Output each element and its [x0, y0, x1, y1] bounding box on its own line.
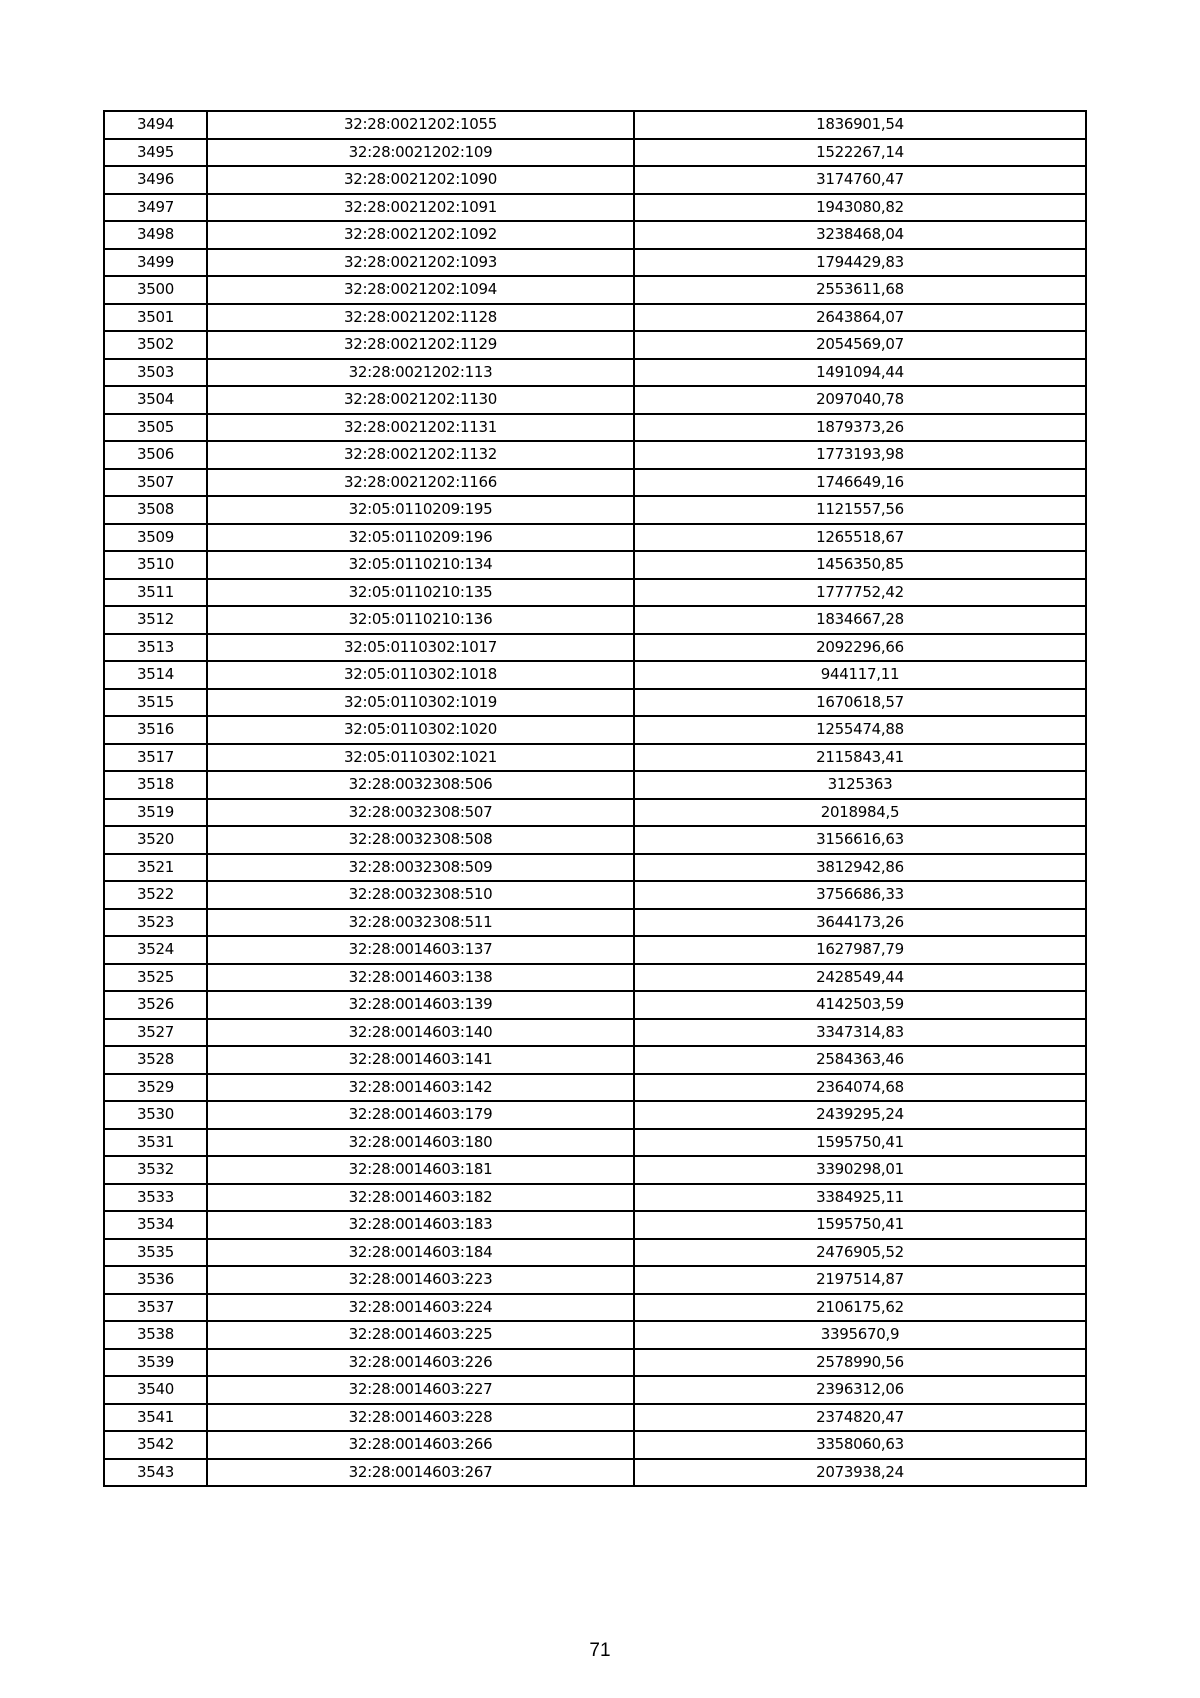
cadastral-value-cell: 2197514,87 [634, 1266, 1086, 1294]
cadastral-value-cell: 3384925,11 [634, 1184, 1086, 1212]
cadastral-value-cell: 2054569,07 [634, 331, 1086, 359]
table-row [104, 1266, 1086, 1294]
table-row [104, 551, 1086, 579]
cadastral-number-cell: 32:28:0014603:227 [207, 1376, 634, 1404]
cadastral-value-cell: 1491094,44 [634, 359, 1086, 387]
row-number-cell: 3531 [104, 1129, 207, 1157]
cadastral-value-cell: 2553611,68 [634, 276, 1086, 304]
cadastral-value-cell: 944117,11 [634, 661, 1086, 689]
table-row [104, 1404, 1086, 1432]
table-row [104, 1349, 1086, 1377]
table-row [104, 634, 1086, 662]
cadastral-number-cell: 32:28:0021202:1131 [207, 414, 634, 442]
cadastral-number-cell: 32:28:0021202:1094 [207, 276, 634, 304]
table-row [104, 881, 1086, 909]
page-number: 71 [589, 1640, 611, 1661]
cadastral-value-cell: 1879373,26 [634, 414, 1086, 442]
row-number-cell: 3511 [104, 579, 207, 607]
cadastral-number-cell: 32:05:0110302:1018 [207, 661, 634, 689]
cadastral-value-cell: 2374820,47 [634, 1404, 1086, 1432]
row-number-cell: 3528 [104, 1046, 207, 1074]
cadastral-value-cell: 1255474,88 [634, 716, 1086, 744]
table-row [104, 524, 1086, 552]
cadastral-number-cell: 32:28:0032308:506 [207, 771, 634, 799]
row-number-cell: 3538 [104, 1321, 207, 1349]
table-row [104, 854, 1086, 882]
row-number-cell: 3497 [104, 194, 207, 222]
cadastral-number-cell: 32:28:0014603:181 [207, 1156, 634, 1184]
row-number-cell: 3500 [104, 276, 207, 304]
row-number-cell: 3537 [104, 1294, 207, 1322]
row-number-cell: 3509 [104, 524, 207, 552]
cadastral-number-cell: 32:28:0021202:1128 [207, 304, 634, 332]
cadastral-value-cell: 1746649,16 [634, 469, 1086, 497]
row-number-cell: 3543 [104, 1459, 207, 1487]
cadastral-number-cell: 32:28:0032308:510 [207, 881, 634, 909]
cadastral-number-cell: 32:28:0014603:139 [207, 991, 634, 1019]
table-row [104, 276, 1086, 304]
cadastral-number-cell: 32:28:0021202:1130 [207, 386, 634, 414]
table-row [104, 139, 1086, 167]
table-row [104, 771, 1086, 799]
row-number-cell: 3512 [104, 606, 207, 634]
row-number-cell: 3517 [104, 744, 207, 772]
row-number-cell: 3535 [104, 1239, 207, 1267]
table-row [104, 386, 1086, 414]
row-number-cell: 3524 [104, 936, 207, 964]
cadastral-number-cell: 32:28:0021202:1166 [207, 469, 634, 497]
cadastral-value-cell: 1456350,85 [634, 551, 1086, 579]
cadastral-value-cell: 1943080,82 [634, 194, 1086, 222]
table-row [104, 1294, 1086, 1322]
cadastral-number-cell: 32:28:0014603:184 [207, 1239, 634, 1267]
row-number-cell: 3536 [104, 1266, 207, 1294]
cadastral-number-cell: 32:28:0014603:137 [207, 936, 634, 964]
table-row [104, 441, 1086, 469]
cadastral-number-cell: 32:05:0110209:196 [207, 524, 634, 552]
cadastral-number-cell: 32:28:0021202:1093 [207, 249, 634, 277]
cadastral-value-cell: 2643864,07 [634, 304, 1086, 332]
cadastral-value-cell: 1627987,79 [634, 936, 1086, 964]
cadastral-number-cell: 32:28:0014603:141 [207, 1046, 634, 1074]
table-row [104, 799, 1086, 827]
row-number-cell: 3496 [104, 166, 207, 194]
cadastral-value-cell: 1794429,83 [634, 249, 1086, 277]
cadastral-number-cell: 32:05:0110210:134 [207, 551, 634, 579]
cadastral-value-cell: 3390298,01 [634, 1156, 1086, 1184]
cadastral-value-cell: 1522267,14 [634, 139, 1086, 167]
row-number-cell: 3515 [104, 689, 207, 717]
cadastral-value-cell: 3238468,04 [634, 221, 1086, 249]
cadastral-number-cell: 32:28:0032308:508 [207, 826, 634, 854]
cadastral-value-cell: 2073938,24 [634, 1459, 1086, 1487]
table-row [104, 194, 1086, 222]
row-number-cell: 3521 [104, 854, 207, 882]
cadastral-value-cell: 3756686,33 [634, 881, 1086, 909]
cadastral-value-cell: 1595750,41 [634, 1211, 1086, 1239]
table-row [104, 909, 1086, 937]
table-row [104, 1019, 1086, 1047]
table-row [104, 716, 1086, 744]
row-number-cell: 3526 [104, 991, 207, 1019]
cadastral-number-cell: 32:28:0014603:267 [207, 1459, 634, 1487]
cadastral-number-cell: 32:28:0032308:509 [207, 854, 634, 882]
cadastral-value-cell: 1834667,28 [634, 606, 1086, 634]
row-number-cell: 3540 [104, 1376, 207, 1404]
row-number-cell: 3504 [104, 386, 207, 414]
cadastral-number-cell: 32:28:0032308:511 [207, 909, 634, 937]
row-number-cell: 3501 [104, 304, 207, 332]
cadastral-value-cell: 2097040,78 [634, 386, 1086, 414]
cadastral-number-cell: 32:28:0014603:140 [207, 1019, 634, 1047]
cadastral-value-cell: 2106175,62 [634, 1294, 1086, 1322]
cadastral-value-cell: 3156616,63 [634, 826, 1086, 854]
table-row [104, 166, 1086, 194]
row-number-cell: 3518 [104, 771, 207, 799]
cadastral-number-cell: 32:28:0014603:183 [207, 1211, 634, 1239]
table-row [104, 964, 1086, 992]
cadastral-value-cell: 1670618,57 [634, 689, 1086, 717]
row-number-cell: 3494 [104, 111, 207, 139]
cadastral-value-cell: 2578990,56 [634, 1349, 1086, 1377]
cadastral-value-cell: 2115843,41 [634, 744, 1086, 772]
cadastral-number-cell: 32:28:0014603:142 [207, 1074, 634, 1102]
table-row [104, 221, 1086, 249]
table-row [104, 359, 1086, 387]
cadastral-number-cell: 32:05:0110302:1017 [207, 634, 634, 662]
cadastral-number-cell: 32:28:0014603:182 [207, 1184, 634, 1212]
cadastral-number-cell: 32:05:0110302:1019 [207, 689, 634, 717]
table-row [104, 1156, 1086, 1184]
table-row [104, 1239, 1086, 1267]
row-number-cell: 3519 [104, 799, 207, 827]
row-number-cell: 3522 [104, 881, 207, 909]
cadastral-value-cell: 2364074,68 [634, 1074, 1086, 1102]
row-number-cell: 3495 [104, 139, 207, 167]
cadastral-number-cell: 32:05:0110210:135 [207, 579, 634, 607]
cadastral-number-cell: 32:28:0021202:1132 [207, 441, 634, 469]
table-row [104, 496, 1086, 524]
table-row [104, 1211, 1086, 1239]
row-number-cell: 3510 [104, 551, 207, 579]
cadastral-number-cell: 32:28:0021202:109 [207, 139, 634, 167]
table-body [104, 111, 1086, 1486]
cadastral-value-cell: 3358060,63 [634, 1431, 1086, 1459]
row-number-cell: 3520 [104, 826, 207, 854]
row-number-cell: 3506 [104, 441, 207, 469]
cadastral-value-cell: 4142503,59 [634, 991, 1086, 1019]
table-row [104, 1431, 1086, 1459]
table-row [104, 1046, 1086, 1074]
table-row [104, 1321, 1086, 1349]
cadastral-value-cell: 2396312,06 [634, 1376, 1086, 1404]
row-number-cell: 3516 [104, 716, 207, 744]
row-number-cell: 3502 [104, 331, 207, 359]
table-row [104, 606, 1086, 634]
cadastral-value-cell: 1777752,42 [634, 579, 1086, 607]
table-row [104, 1184, 1086, 1212]
table-row [104, 744, 1086, 772]
table-row [104, 249, 1086, 277]
row-number-cell: 3513 [104, 634, 207, 662]
cadastral-number-cell: 32:05:0110210:136 [207, 606, 634, 634]
row-number-cell: 3530 [104, 1101, 207, 1129]
row-number-cell: 3529 [104, 1074, 207, 1102]
row-number-cell: 3542 [104, 1431, 207, 1459]
cadastral-value-cell: 2018984,5 [634, 799, 1086, 827]
cadastral-number-cell: 32:28:0021202:1055 [207, 111, 634, 139]
cadastral-value-cell: 3812942,86 [634, 854, 1086, 882]
row-number-cell: 3499 [104, 249, 207, 277]
cadastral-value-cell: 2439295,24 [634, 1101, 1086, 1129]
cadastral-number-cell: 32:28:0014603:223 [207, 1266, 634, 1294]
cadastral-number-cell: 32:28:0014603:225 [207, 1321, 634, 1349]
cadastral-number-cell: 32:28:0014603:179 [207, 1101, 634, 1129]
table-row [104, 469, 1086, 497]
cadastral-value-cell: 2428549,44 [634, 964, 1086, 992]
table-row [104, 1376, 1086, 1404]
cadastral-number-cell: 32:28:0021202:1129 [207, 331, 634, 359]
row-number-cell: 3541 [104, 1404, 207, 1432]
row-number-cell: 3525 [104, 964, 207, 992]
cadastral-value-cell: 1121557,56 [634, 496, 1086, 524]
cadastral-value-cell: 2584363,46 [634, 1046, 1086, 1074]
cadastral-value-cell: 2476905,52 [634, 1239, 1086, 1267]
cadastral-value-cell: 3644173,26 [634, 909, 1086, 937]
row-number-cell: 3508 [104, 496, 207, 524]
table-row [104, 111, 1086, 139]
cadastral-value-cell: 3395670,9 [634, 1321, 1086, 1349]
cadastral-value-cell: 1773193,98 [634, 441, 1086, 469]
table-row [104, 689, 1086, 717]
cadastral-number-cell: 32:28:0014603:266 [207, 1431, 634, 1459]
cadastral-number-cell: 32:28:0021202:1092 [207, 221, 634, 249]
cadastral-number-cell: 32:28:0021202:113 [207, 359, 634, 387]
cadastral-value-cell: 1836901,54 [634, 111, 1086, 139]
row-number-cell: 3523 [104, 909, 207, 937]
row-number-cell: 3539 [104, 1349, 207, 1377]
table-row [104, 304, 1086, 332]
table-row [104, 1129, 1086, 1157]
cadastral-number-cell: 32:28:0014603:138 [207, 964, 634, 992]
row-number-cell: 3507 [104, 469, 207, 497]
table-row [104, 414, 1086, 442]
cadastral-value-table [103, 110, 1087, 1487]
cadastral-value-cell: 1595750,41 [634, 1129, 1086, 1157]
cadastral-number-cell: 32:05:0110302:1021 [207, 744, 634, 772]
table-row [104, 1101, 1086, 1129]
row-number-cell: 3514 [104, 661, 207, 689]
row-number-cell: 3527 [104, 1019, 207, 1047]
cadastral-number-cell: 32:28:0032308:507 [207, 799, 634, 827]
cadastral-number-cell: 32:28:0021202:1091 [207, 194, 634, 222]
cadastral-number-cell: 32:28:0014603:226 [207, 1349, 634, 1377]
row-number-cell: 3534 [104, 1211, 207, 1239]
table-row [104, 331, 1086, 359]
cadastral-value-cell: 3174760,47 [634, 166, 1086, 194]
table-row [104, 936, 1086, 964]
table-row [104, 1459, 1086, 1487]
cadastral-number-cell: 32:28:0021202:1090 [207, 166, 634, 194]
cadastral-value-cell: 2092296,66 [634, 634, 1086, 662]
cadastral-number-cell: 32:28:0014603:224 [207, 1294, 634, 1322]
cadastral-value-cell: 1265518,67 [634, 524, 1086, 552]
cadastral-value-cell: 3347314,83 [634, 1019, 1086, 1047]
cadastral-number-cell: 32:28:0014603:180 [207, 1129, 634, 1157]
cadastral-number-cell: 32:05:0110302:1020 [207, 716, 634, 744]
row-number-cell: 3503 [104, 359, 207, 387]
row-number-cell: 3505 [104, 414, 207, 442]
cadastral-number-cell: 32:05:0110209:195 [207, 496, 634, 524]
row-number-cell: 3533 [104, 1184, 207, 1212]
table-row [104, 1074, 1086, 1102]
table-row [104, 991, 1086, 1019]
row-number-cell: 3532 [104, 1156, 207, 1184]
cadastral-value-cell: 3125363 [634, 771, 1086, 799]
table-row [104, 579, 1086, 607]
row-number-cell: 3498 [104, 221, 207, 249]
table-row [104, 826, 1086, 854]
table-row [104, 661, 1086, 689]
cadastral-number-cell: 32:28:0014603:228 [207, 1404, 634, 1432]
